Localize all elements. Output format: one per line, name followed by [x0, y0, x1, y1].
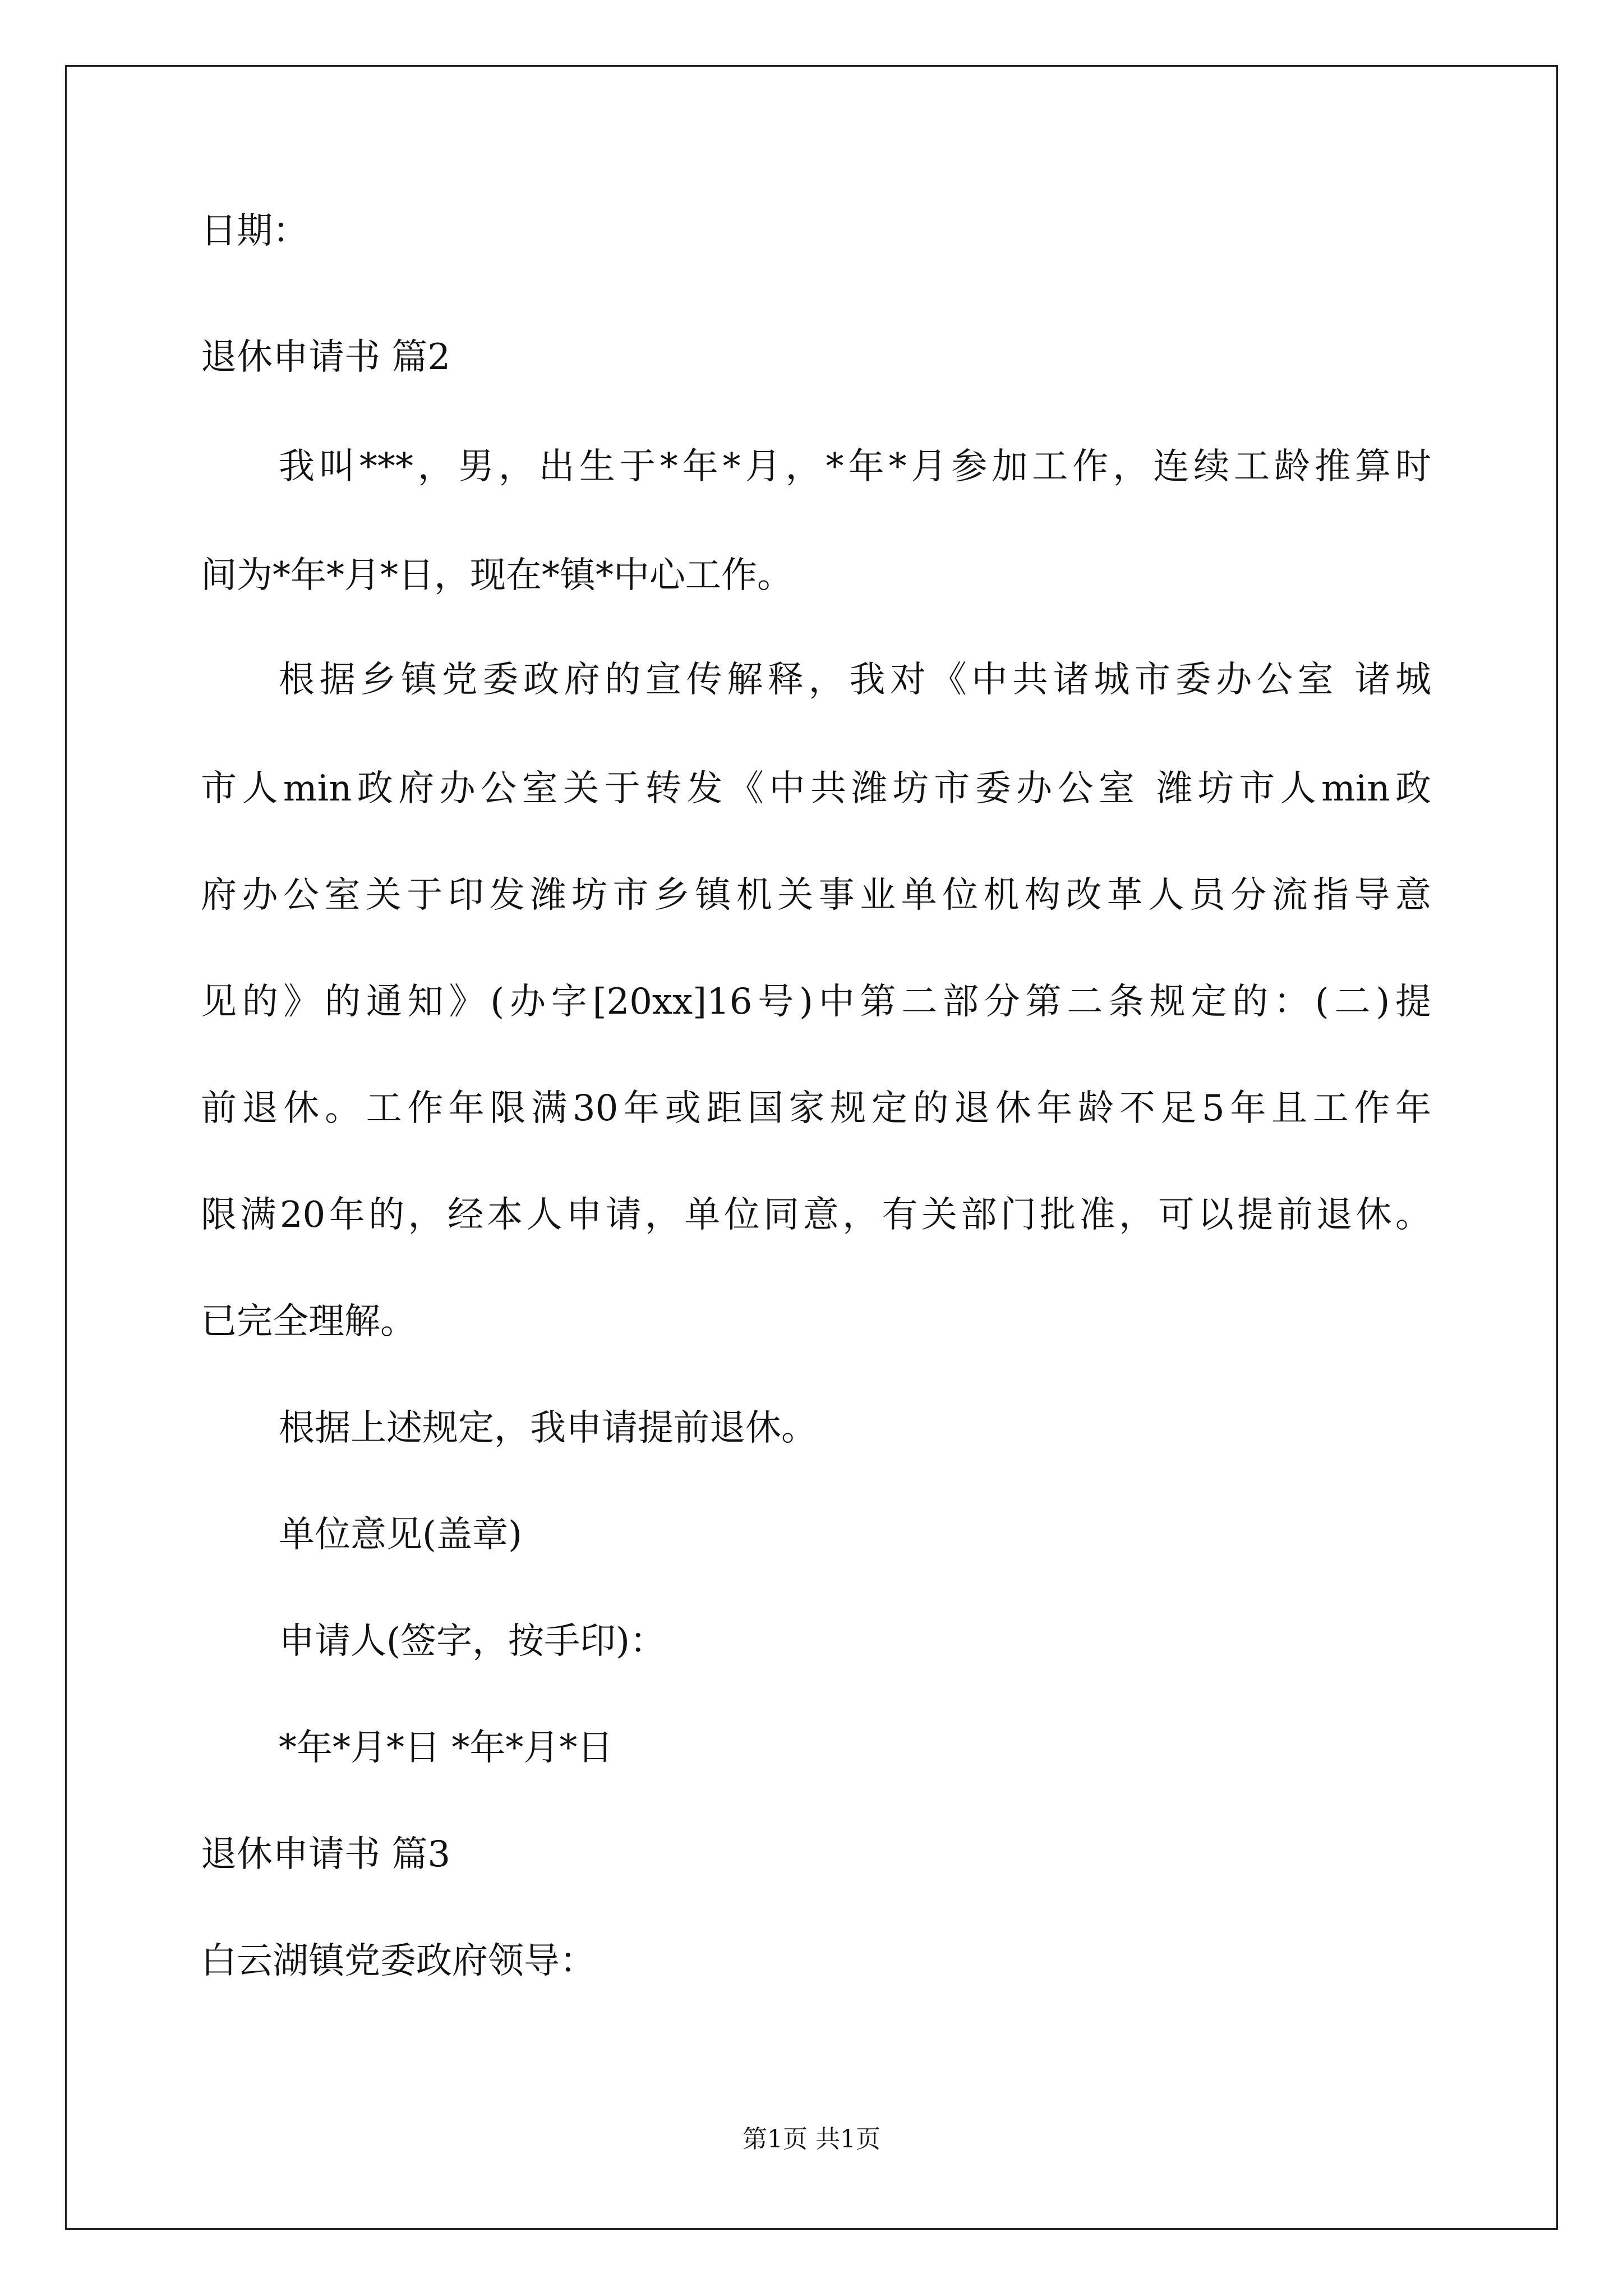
- paragraph-3: 根据上述规定，我申请提前退休。: [279, 1407, 817, 1449]
- paragraph-2-line-5: 前退休。工作年限满30年或距国家规定的退休年龄不足5年且工作年: [201, 1088, 1431, 1129]
- page-border: [65, 65, 1558, 2230]
- paragraph-1-line-1: 我叫***，男，出生于*年*月，*年*月参加工作，连续工龄推算时: [279, 446, 1431, 487]
- date-label: 日期：: [201, 210, 308, 252]
- section-heading-2: 退休申请书 篇2: [201, 337, 451, 378]
- section-heading-3: 退休申请书 篇3: [201, 1834, 451, 1875]
- paragraph-2-line-4: 见的》的通知》(办字[20xx]16号)中第二部分第二条规定的：(二)提: [201, 981, 1431, 1023]
- paragraph-1-line-2: 间为*年*月*日，现在*镇*中心工作。: [201, 555, 793, 596]
- paragraph-2-line-2: 市人min政府办公室关于转发《中共潍坊市委办公室 潍坊市人min政: [201, 768, 1431, 809]
- signature-dates: *年*月*日 *年*月*日: [279, 1727, 614, 1769]
- salutation: 白云湖镇党委政府领导：: [201, 1940, 596, 1982]
- page-footer: 第1页 共1页: [743, 2125, 880, 2154]
- unit-opinion-label: 单位意见(盖章): [279, 1514, 522, 1556]
- paragraph-2-line-1: 根据乡镇党委政府的宣传解释，我对《中共诸城市委办公室 诸城: [279, 659, 1431, 701]
- paragraph-2-line-7: 已完全理解。: [201, 1301, 416, 1342]
- paragraph-2-line-6: 限满20年的，经本人申请，单位同意，有关部门批准，可以提前退休。: [201, 1194, 1431, 1236]
- applicant-signature-label: 申请人(签字，按手印)：: [279, 1621, 666, 1662]
- paragraph-2-line-3: 府办公室关于印发潍坊市乡镇机关事业单位机构改革人员分流指导意: [201, 875, 1431, 916]
